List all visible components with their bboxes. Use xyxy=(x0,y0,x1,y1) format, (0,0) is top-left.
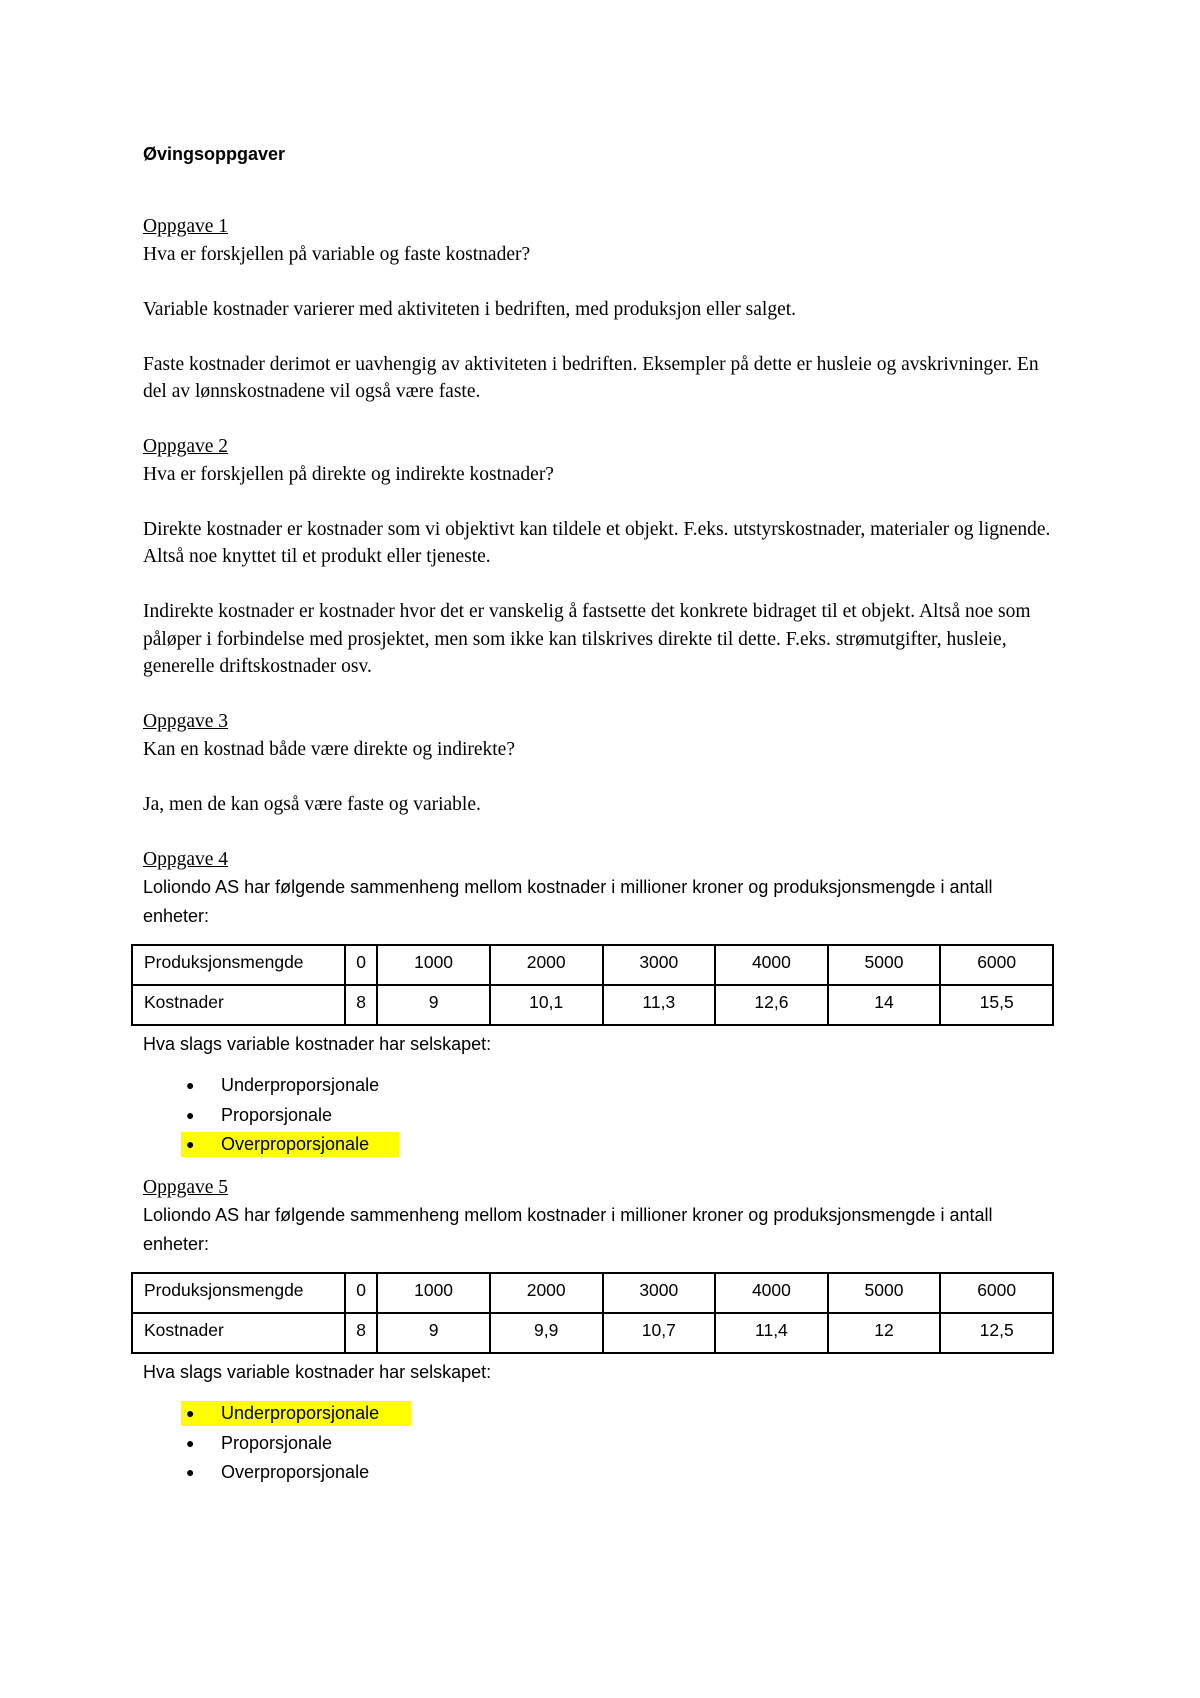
list-item-highlighted xyxy=(143,1399,1063,1429)
table-cell: 0 xyxy=(345,1273,377,1313)
task-4-options xyxy=(143,1071,1063,1160)
table-cell: 2000 xyxy=(490,1273,603,1313)
table-cell: 5000 xyxy=(828,945,941,985)
task-3 xyxy=(143,708,1063,818)
task-2-answer-2: Indirekte kostnader er kostnader hvor det er vanskelig å fastsette det konkrete bidraget til et objekt. Altså noe som påløper i forbindelse med prosjektet, men som ikke kan tilskrives direkte til dette. F.eks. strømutgifter, husleie, generelle driftskostnader osv. xyxy=(143,601,1031,677)
table-cell: 8 xyxy=(345,985,377,1025)
table-cell: 9,9 xyxy=(490,1313,603,1353)
bullet-icon: ● xyxy=(186,1106,195,1123)
option-label: Underproporsjonale xyxy=(221,1401,381,1426)
option-label: Proporsjonale xyxy=(221,1104,333,1125)
table-row xyxy=(132,1273,1053,1313)
list-item xyxy=(143,1458,1063,1488)
table-cell: 11,4 xyxy=(715,1313,828,1353)
task-5-options xyxy=(143,1399,1063,1488)
task-1-question: Hva er forskjellen på variable og faste kostnader? xyxy=(143,243,531,265)
task-5-table xyxy=(131,1272,1054,1354)
option-label: Proporsjonale xyxy=(221,1432,333,1453)
table-cell: 5000 xyxy=(828,1273,941,1313)
document-page xyxy=(143,140,1063,1502)
task-4-heading: Oppgave 4 xyxy=(143,848,229,870)
task-1-answer-1: Variable kostnader varierer med aktiviteten i bedriften, med produksjon eller salget. xyxy=(143,298,797,320)
task-3-answer-1: Ja, men de kan også være faste og variable. xyxy=(143,793,481,815)
task-4 xyxy=(143,846,1063,1160)
task-4-intro: Loliondo AS har følgende sammenheng mellom kostnader i millioner kroner og produksjonsmengde i antall enheter: xyxy=(143,877,993,926)
table-row-label: Produksjonsmengde xyxy=(132,1273,345,1313)
table-cell: 0 xyxy=(345,945,377,985)
task-3-question: Kan en kostnad både være direkte og indirekte? xyxy=(143,738,515,760)
task-5-intro: Loliondo AS har følgende sammenheng mellom kostnader i millioner kroner og produksjonsmengde i antall enheter: xyxy=(143,1205,993,1254)
task-5 xyxy=(143,1174,1063,1488)
table-cell: 12,6 xyxy=(715,985,828,1025)
task-2 xyxy=(143,433,1063,681)
table-cell: 11,3 xyxy=(603,985,716,1025)
table-cell: 6000 xyxy=(940,1273,1053,1313)
table-cell: 3000 xyxy=(603,945,716,985)
table-cell: 4000 xyxy=(715,1273,828,1313)
task-4-table xyxy=(131,944,1054,1026)
table-cell: 9 xyxy=(377,985,490,1025)
table-row xyxy=(132,945,1053,985)
table-row xyxy=(132,1313,1053,1353)
bullet-icon: ● xyxy=(186,1136,195,1152)
table-cell: 12,5 xyxy=(940,1313,1053,1353)
task-1-heading: Oppgave 1 xyxy=(143,216,229,237)
table-cell: 10,1 xyxy=(490,985,603,1025)
bullet-icon: ● xyxy=(186,1434,195,1451)
table-cell: 14 xyxy=(828,985,941,1025)
task-2-heading: Oppgave 2 xyxy=(143,436,229,457)
bullet-icon: ● xyxy=(186,1405,195,1421)
task-5-heading: Oppgave 5 xyxy=(143,1176,229,1198)
table-cell: 15,5 xyxy=(940,985,1053,1025)
bullet-icon: ● xyxy=(186,1077,195,1093)
task-5-question: Hva slags variable kostnader har selskapet: xyxy=(143,1362,492,1382)
bullet-icon: ● xyxy=(186,1464,195,1480)
task-3-heading: Oppgave 3 xyxy=(143,711,229,732)
option-label: Overproporsjonale xyxy=(221,1132,371,1157)
table-cell: 1000 xyxy=(377,1273,490,1313)
table-row-label: Kostnader xyxy=(132,985,345,1025)
table-row xyxy=(132,985,1053,1025)
option-label: Overproporsjonale xyxy=(221,1462,370,1482)
task-1-answer-2: Faste kostnader derimot er uavhengig av aktiviteten i bedriften. Eksempler på dette er husleie og avskrivninger. En del av lønnskostnadene vil også være faste. xyxy=(143,353,1039,402)
task-2-answer-1: Direkte kostnader er kostnader som vi objektivt kan tildele et objekt. F.eks. utstyrskostnader, materialer og lignende. Altså noe knyttet til et produkt eller tjeneste. xyxy=(143,518,1051,567)
task-2-question: Hva er forskjellen på direkte og indirekte kostnader? xyxy=(143,463,554,485)
task-4-question: Hva slags variable kostnader har selskapet: xyxy=(143,1034,492,1054)
list-item xyxy=(143,1429,1063,1459)
table-cell: 10,7 xyxy=(603,1313,716,1353)
option-label: Underproporsjonale xyxy=(221,1075,380,1095)
list-item xyxy=(143,1071,1063,1101)
table-cell: 1000 xyxy=(377,945,490,985)
table-cell: 8 xyxy=(345,1313,377,1353)
document-title: Øvingsoppgaver xyxy=(143,144,286,164)
task-1 xyxy=(143,213,1063,406)
list-item xyxy=(143,1101,1063,1131)
table-cell: 3000 xyxy=(603,1273,716,1313)
table-row-label: Produksjonsmengde xyxy=(132,945,345,985)
table-row-label: Kostnader xyxy=(132,1313,345,1353)
table-cell: 2000 xyxy=(490,945,603,985)
list-item-highlighted xyxy=(143,1130,1063,1160)
table-cell: 9 xyxy=(377,1313,490,1353)
table-cell: 4000 xyxy=(715,945,828,985)
table-cell: 12 xyxy=(828,1313,941,1353)
table-cell: 6000 xyxy=(940,945,1053,985)
